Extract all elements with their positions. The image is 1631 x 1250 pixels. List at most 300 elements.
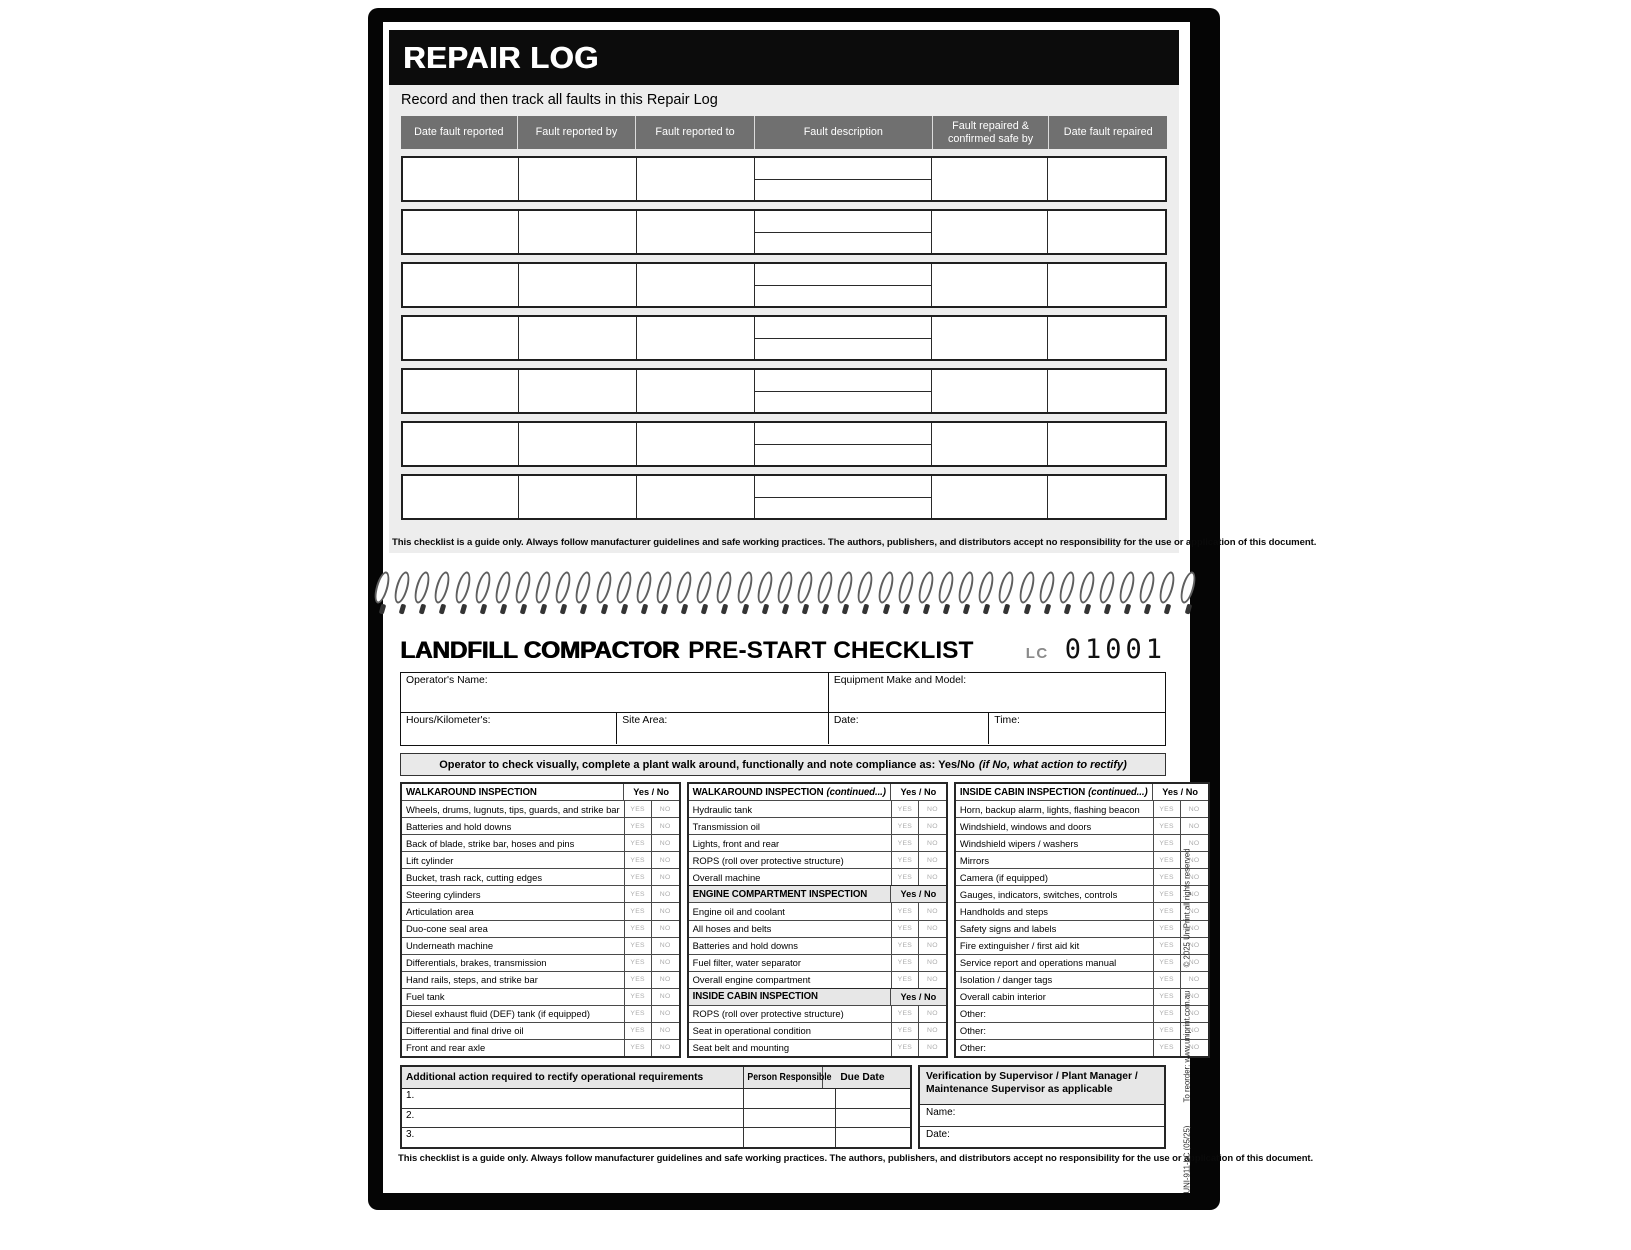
equipment-make-model-field: Equipment Make and Model: — [833, 675, 967, 686]
inspection-item-row — [689, 851, 946, 868]
spiral-coil-icon — [958, 570, 972, 618]
repair-log-header-row — [401, 116, 1167, 149]
no-checkbox: NO — [927, 907, 938, 915]
repair-log-row — [401, 315, 1167, 361]
inspection-item-row — [689, 1039, 946, 1056]
spiral-coil-icon — [757, 570, 771, 618]
inspection-item-row — [402, 834, 679, 851]
action-number-cell: 3. — [402, 1128, 744, 1147]
spiral-coil-icon — [1099, 570, 1113, 618]
yes-no-header: Yes / No — [1162, 787, 1198, 798]
repair-log-column-header: Fault description — [754, 116, 932, 149]
spiral-coil-icon — [696, 570, 710, 618]
inspection-item-row — [689, 817, 946, 834]
repair-log-row — [401, 262, 1167, 308]
yes-checkbox: YES — [1154, 903, 1181, 919]
repair-log-cell — [518, 476, 636, 518]
inspection-item-row — [956, 800, 1208, 817]
repair-log-row — [401, 421, 1167, 467]
no-checkbox: NO — [927, 976, 938, 984]
action-number-cell: 1. — [402, 1089, 744, 1108]
inspection-item-label: Engine oil and coolant — [689, 903, 892, 919]
yes-checkbox: YES — [892, 852, 919, 868]
repair-log-row — [401, 209, 1167, 255]
inspection-section-title: WALKAROUND INSPECTION — [402, 784, 624, 800]
person-responsible-cell — [744, 1109, 836, 1128]
inspection-section-header-row — [689, 885, 946, 902]
spiral-coil-icon — [716, 570, 730, 618]
spiral-coil-icon — [978, 570, 992, 618]
yes-checkbox: YES — [1154, 835, 1181, 851]
inspection-item-row — [689, 954, 946, 971]
repair-log-description-cell — [754, 370, 931, 412]
no-checkbox: NO — [1188, 822, 1200, 830]
repair-log-cell — [403, 317, 518, 359]
checklist-title-rest: PRE-START CHECKLIST — [688, 637, 974, 664]
inspection-item-row — [956, 868, 1208, 885]
inspection-item-label: Differentials, brakes, transmission — [402, 955, 625, 971]
inspection-item-label: Horn, backup alarm, lights, flashing beacon — [956, 801, 1154, 817]
inspection-item-label: Diesel exhaust fluid (DEF) tank (if equipped) — [402, 1006, 625, 1022]
inspection-item-row — [956, 1039, 1208, 1056]
spiral-coil-icon — [938, 570, 952, 618]
inspection-table — [687, 782, 948, 1058]
repair-log-cell — [636, 476, 754, 518]
repair-log-cell — [403, 423, 518, 465]
spiral-coil-icon — [797, 570, 811, 618]
repair-log-cell — [403, 158, 518, 200]
product-code: UNI-911-LC (05/25) — [1182, 1125, 1191, 1194]
inspection-item-label: Hand rails, steps, and strike bar — [402, 972, 625, 988]
inspection-item-label: Handholds and steps — [956, 903, 1154, 919]
no-checkbox: NO — [659, 890, 671, 898]
inspection-item-row — [402, 971, 679, 988]
no-checkbox: NO — [927, 805, 938, 813]
serial-number: 01001 — [1064, 634, 1166, 665]
spiral-coil-icon — [898, 570, 912, 618]
yes-checkbox: YES — [892, 1006, 919, 1022]
inspection-item-row — [689, 800, 946, 817]
yes-checkbox: YES — [892, 1040, 919, 1056]
inspection-item-label: Differential and final drive oil — [402, 1023, 625, 1039]
yes-checkbox: YES — [625, 903, 652, 919]
inspection-item-row — [956, 937, 1208, 954]
inspection-section-title: ENGINE COMPARTMENT INSPECTION — [689, 886, 891, 902]
no-checkbox: NO — [659, 1027, 671, 1035]
inspection-item-row — [402, 868, 679, 885]
spiral-coil-icon — [616, 570, 630, 618]
repair-log-description-cell — [754, 423, 931, 465]
inspection-item-row — [956, 817, 1208, 834]
inspection-item-label: Fuel filter, water separator — [689, 955, 892, 971]
repair-log-cell — [636, 211, 754, 253]
no-checkbox: NO — [927, 1010, 938, 1018]
inspection-item-label: Wheels, drums, lugnuts, tips, guards, and strike bar — [402, 801, 625, 817]
serial-prefix: LC — [1025, 645, 1049, 662]
inspection-item-row — [956, 1022, 1208, 1039]
inspection-item-label: Batteries and hold downs — [402, 818, 625, 834]
yes-checkbox: YES — [625, 1040, 652, 1056]
no-checkbox: NO — [927, 925, 938, 933]
inspection-item-row — [689, 1005, 946, 1022]
operator-details-form — [400, 672, 1166, 746]
no-checkbox: NO — [927, 1044, 938, 1052]
no-checkbox: NO — [1188, 873, 1200, 881]
instruction-italic-text: (if No, what action to rectify) — [978, 758, 1127, 771]
no-checkbox: NO — [1188, 1027, 1200, 1035]
inspection-item-label: Fire extinguisher / first aid kit — [956, 938, 1154, 954]
spiral-coil-icon — [817, 570, 831, 618]
inspection-item-label: Lift cylinder — [402, 852, 625, 868]
spiral-coil-icon — [1079, 570, 1093, 618]
yes-checkbox: YES — [1154, 801, 1181, 817]
yes-checkbox: YES — [625, 886, 652, 902]
additional-actions-rows — [402, 1089, 910, 1147]
no-checkbox: NO — [1188, 993, 1200, 1001]
repair-log-cell — [403, 476, 518, 518]
inspection-item-label: Duo-cone seal area — [402, 921, 625, 937]
no-checkbox: NO — [1188, 1010, 1200, 1018]
inspection-item-row — [956, 988, 1208, 1005]
repair-log-description-cell — [754, 158, 931, 200]
inspection-item-row — [956, 885, 1208, 902]
repair-log-cell — [931, 317, 1047, 359]
inspection-section-header-row — [689, 784, 946, 800]
inspection-item-label: Transmission oil — [689, 818, 892, 834]
verification-name-field: Name: — [926, 1107, 956, 1118]
inspection-item-label: Other: — [956, 1040, 1154, 1056]
repair-log-cell — [1047, 317, 1165, 359]
inspection-table — [954, 782, 1210, 1058]
no-checkbox: NO — [927, 822, 938, 830]
page — [383, 22, 1317, 1194]
inspection-item-label: Gauges, indicators, switches, controls — [956, 886, 1154, 902]
inspection-section-header-row — [956, 784, 1208, 800]
spiral-coil-icon — [656, 570, 670, 618]
inspection-item-label: Service report and operations manual — [956, 955, 1154, 971]
inspection-item-row — [689, 902, 946, 919]
inspection-item-label: Front and rear axle — [402, 1040, 625, 1056]
yes-checkbox: YES — [625, 835, 652, 851]
inspection-item-row — [402, 817, 679, 834]
repair-log-column-header: Fault reported to — [635, 116, 754, 149]
checklist-title-row — [400, 634, 1166, 665]
repair-log-disclaimer: This checklist is a guide only. Always follow manufacturer guidelines and safe working practices. The authors, publishers, and distributors accept no responsibility for the use or application of this document. — [392, 537, 1317, 548]
action-number-cell: 2. — [402, 1109, 744, 1128]
yes-checkbox: YES — [892, 818, 919, 834]
no-checkbox: NO — [659, 976, 671, 984]
inspection-item-row — [956, 902, 1208, 919]
yes-checkbox: YES — [1154, 921, 1181, 937]
no-checkbox: NO — [927, 959, 938, 967]
repair-log-column-header: Date fault repaired — [1048, 116, 1167, 149]
spiral-coil-icon — [555, 570, 569, 618]
inspection-item-label: Overall machine — [689, 869, 892, 885]
repair-log-cell — [1047, 264, 1165, 306]
spiral-coil-icon — [515, 570, 529, 618]
inspection-item-row — [689, 920, 946, 937]
no-checkbox: NO — [1188, 942, 1200, 950]
spiral-coil-icon — [1019, 570, 1033, 618]
inspection-item-row — [689, 834, 946, 851]
no-checkbox: NO — [659, 1044, 671, 1052]
inspection-item-label: ROPS (roll over protective structure) — [689, 1006, 892, 1022]
repair-log-description-cell — [754, 211, 931, 253]
repair-log-cell — [931, 158, 1047, 200]
spiral-coil-icon — [475, 570, 489, 618]
repair-log-column-header: Fault repaired & confirmed safe by — [932, 116, 1049, 149]
spiral-coil-icon — [434, 570, 448, 618]
person-responsible-cell — [744, 1128, 836, 1147]
inspection-item-label: Underneath machine — [402, 938, 625, 954]
due-date-header: Due Date — [840, 1072, 885, 1083]
no-checkbox: NO — [927, 873, 938, 881]
spiral-coil-icon — [636, 570, 650, 618]
repair-log-cell — [1047, 476, 1165, 518]
no-checkbox: NO — [659, 822, 671, 830]
due-date-cell — [836, 1109, 910, 1128]
inspection-item-row — [402, 885, 679, 902]
no-checkbox: NO — [1188, 839, 1200, 847]
inspection-item-row — [402, 1039, 679, 1056]
spiral-coil-icon — [535, 570, 549, 618]
no-checkbox: NO — [659, 873, 671, 881]
inspection-section-header-row — [402, 784, 679, 800]
inspection-item-row — [402, 920, 679, 937]
verification-box — [918, 1065, 1166, 1149]
spiral-coil-icon — [596, 570, 610, 618]
spiral-coil-icon — [918, 570, 932, 618]
repair-log-body — [389, 85, 1317, 553]
repair-log-cell — [518, 264, 636, 306]
spiral-coil-icon — [575, 570, 589, 618]
no-checkbox: NO — [659, 839, 671, 847]
inspection-item-label: Other: — [956, 1023, 1154, 1039]
inspection-item-row — [689, 937, 946, 954]
additional-action-row — [402, 1089, 910, 1108]
no-checkbox: NO — [927, 1027, 938, 1035]
repair-log-cell — [931, 211, 1047, 253]
inspection-item-row — [956, 851, 1208, 868]
no-checkbox: NO — [659, 993, 671, 1001]
person-responsible-cell — [744, 1089, 836, 1108]
no-checkbox: NO — [927, 942, 938, 950]
yes-checkbox: YES — [892, 972, 919, 988]
no-checkbox: NO — [927, 856, 938, 864]
inspection-item-label: Bucket, trash rack, cutting edges — [402, 869, 625, 885]
repair-log-cell — [1047, 211, 1165, 253]
inspection-item-row — [956, 954, 1208, 971]
no-checkbox: NO — [1188, 925, 1200, 933]
repair-log-cell — [518, 211, 636, 253]
spiral-coil-icon — [676, 570, 690, 618]
additional-action-row — [402, 1127, 910, 1147]
spiral-coil-icon — [374, 570, 388, 618]
no-checkbox: NO — [927, 839, 938, 847]
repair-log-cell — [1047, 423, 1165, 465]
spiral-coil-icon — [1119, 570, 1133, 618]
hours-kilometers-field: Hours/Kilometer's: — [401, 713, 617, 744]
bottom-section — [400, 1065, 1166, 1149]
checklist-title-bold: LANDFILL COMPACTOR — [400, 637, 680, 664]
inspection-item-label: Camera (if equipped) — [956, 869, 1154, 885]
no-checkbox: NO — [659, 959, 671, 967]
spiral-coil-icon — [1159, 570, 1173, 618]
repair-log-cell — [1047, 370, 1165, 412]
spiral-coil-icon — [998, 570, 1012, 618]
inspection-section-title: INSIDE CABIN INSPECTION (continued...) — [956, 784, 1153, 800]
spiral-coil-icon — [455, 570, 469, 618]
inspection-item-row — [956, 1005, 1208, 1022]
yes-checkbox: YES — [892, 938, 919, 954]
repair-log-cell — [518, 158, 636, 200]
inspection-item-label: Mirrors — [956, 852, 1154, 868]
spiral-coil-icon — [414, 570, 428, 618]
inspection-item-label: All hoses and belts — [689, 921, 892, 937]
no-checkbox: NO — [659, 805, 671, 813]
repair-log-column-header: Date fault reported — [414, 126, 504, 139]
spiral-binding — [374, 570, 1194, 618]
repair-log-row — [401, 474, 1167, 520]
repair-log-cell — [636, 423, 754, 465]
no-checkbox: NO — [1188, 907, 1200, 915]
yes-checkbox: YES — [625, 1006, 652, 1022]
yes-checkbox: YES — [1154, 955, 1181, 971]
repair-log-title: REPAIR LOG — [403, 40, 599, 75]
yes-checkbox: YES — [625, 869, 652, 885]
yes-checkbox: YES — [625, 938, 652, 954]
yes-no-header: Yes / No — [900, 889, 937, 900]
repair-log-cell — [636, 370, 754, 412]
actions-header: Additional action required to rectify operational requirements — [402, 1067, 744, 1088]
inspection-item-row — [956, 834, 1208, 851]
inspection-section-title: WALKAROUND INSPECTION (continued...) — [689, 784, 891, 800]
copyright: © 2025 UniPrint all rights reserved — [1182, 848, 1191, 968]
yes-checkbox: YES — [1154, 1040, 1181, 1056]
inspection-item-label: Back of blade, strike bar, hoses and pins — [402, 835, 625, 851]
inspection-item-row — [402, 851, 679, 868]
operator-name-field: Operator's Name: — [401, 673, 829, 712]
inspection-item-label: Fuel tank — [402, 989, 625, 1005]
repair-log-cell — [636, 158, 754, 200]
spiral-coil-icon — [857, 570, 871, 618]
inspection-item-label: Safety signs and labels — [956, 921, 1154, 937]
inspection-item-label: Overall engine compartment — [689, 972, 892, 988]
repair-log-cell — [518, 423, 636, 465]
spiral-coil-icon — [878, 570, 892, 618]
repair-log-description-cell — [754, 476, 931, 518]
no-checkbox: NO — [659, 856, 671, 864]
yes-checkbox: YES — [892, 903, 919, 919]
additional-actions-table — [400, 1065, 912, 1149]
yes-checkbox: YES — [1154, 972, 1181, 988]
due-date-cell — [836, 1089, 910, 1108]
instruction-text: Operator to check visually, complete a plant walk around, functionally and note compliance as: Yes/No — [439, 758, 975, 771]
inspection-item-row — [689, 971, 946, 988]
repair-log-cell — [931, 476, 1047, 518]
repair-log-cell — [931, 423, 1047, 465]
no-checkbox: NO — [659, 1010, 671, 1018]
inspection-item-label: Articulation area — [402, 903, 625, 919]
repair-log-cell — [518, 370, 636, 412]
yes-checkbox: YES — [892, 921, 919, 937]
yes-checkbox: YES — [1154, 886, 1181, 902]
no-checkbox: NO — [1188, 890, 1200, 898]
print-info-strip — [1181, 849, 1193, 1194]
yes-checkbox: YES — [892, 801, 919, 817]
inspection-table — [400, 782, 681, 1058]
yes-checkbox: YES — [625, 989, 652, 1005]
inspection-item-label: Overall cabin interior — [956, 989, 1154, 1005]
yes-checkbox: YES — [892, 955, 919, 971]
repair-log-cell — [403, 264, 518, 306]
verification-header: Verification by Supervisor / Plant Manager / Maintenance Supervisor as applicable — [920, 1067, 1164, 1105]
yes-checkbox: YES — [625, 852, 652, 868]
inspection-item-label: Isolation / danger tags — [956, 972, 1154, 988]
inspection-item-label: Batteries and hold downs — [689, 938, 892, 954]
due-date-cell — [836, 1128, 910, 1147]
no-checkbox: NO — [1188, 959, 1200, 967]
checklist-disclaimer: This checklist is a guide only. Always follow manufacturer guidelines and safe working practices. The authors, publishers, and distributors accept no responsibility for the use or application of this document. — [398, 1153, 1314, 1164]
site-area-field: Site Area: — [617, 713, 829, 744]
inspection-item-row — [402, 988, 679, 1005]
inspection-item-label: Hydraulic tank — [689, 801, 892, 817]
no-checkbox: NO — [1188, 805, 1200, 813]
spiral-coil-icon — [1059, 570, 1073, 618]
repair-log-cell — [1047, 158, 1165, 200]
additional-action-row — [402, 1108, 910, 1128]
yes-checkbox: YES — [1154, 818, 1181, 834]
yes-checkbox: YES — [1154, 869, 1181, 885]
no-checkbox: NO — [659, 925, 671, 933]
inspection-item-label: Other: — [956, 1006, 1154, 1022]
yes-checkbox: YES — [1154, 852, 1181, 868]
yes-checkbox: YES — [1154, 938, 1181, 954]
time-field: Time: — [994, 715, 1020, 726]
inspection-item-label: Steering cylinders — [402, 886, 625, 902]
spiral-coil-icon — [495, 570, 509, 618]
spiral-coil-icon — [1139, 570, 1153, 618]
repair-log-column-header: Fault reported by — [517, 116, 636, 149]
yes-checkbox: YES — [892, 835, 919, 851]
repair-log-description-cell — [754, 317, 931, 359]
no-checkbox: NO — [1188, 976, 1200, 984]
spiral-coil-icon — [1039, 570, 1053, 618]
repair-log-row — [401, 368, 1167, 414]
repair-log-title-bar — [389, 30, 1179, 85]
inspection-item-row — [402, 902, 679, 919]
inspection-item-row — [402, 800, 679, 817]
repair-log-cell — [931, 264, 1047, 306]
inspection-item-label: Lights, front and rear — [689, 835, 892, 851]
yes-checkbox: YES — [625, 955, 652, 971]
additional-actions-header-row — [402, 1067, 910, 1089]
inspection-item-row — [402, 954, 679, 971]
inspection-item-label: ROPS (roll over protective structure) — [689, 852, 892, 868]
inspection-section-header-row — [689, 988, 946, 1005]
spiral-coil-icon — [777, 570, 791, 618]
person-responsible-header: Person Responsible — [744, 1067, 823, 1088]
yes-checkbox: YES — [892, 1023, 919, 1039]
inspection-item-row — [402, 1022, 679, 1039]
spiral-coil-icon — [1180, 570, 1194, 618]
inspection-item-row — [402, 937, 679, 954]
no-checkbox: NO — [1188, 1044, 1200, 1052]
inspection-item-row — [689, 1022, 946, 1039]
yes-checkbox: YES — [625, 818, 652, 834]
inspection-item-row — [956, 971, 1208, 988]
repair-log-cell — [403, 370, 518, 412]
